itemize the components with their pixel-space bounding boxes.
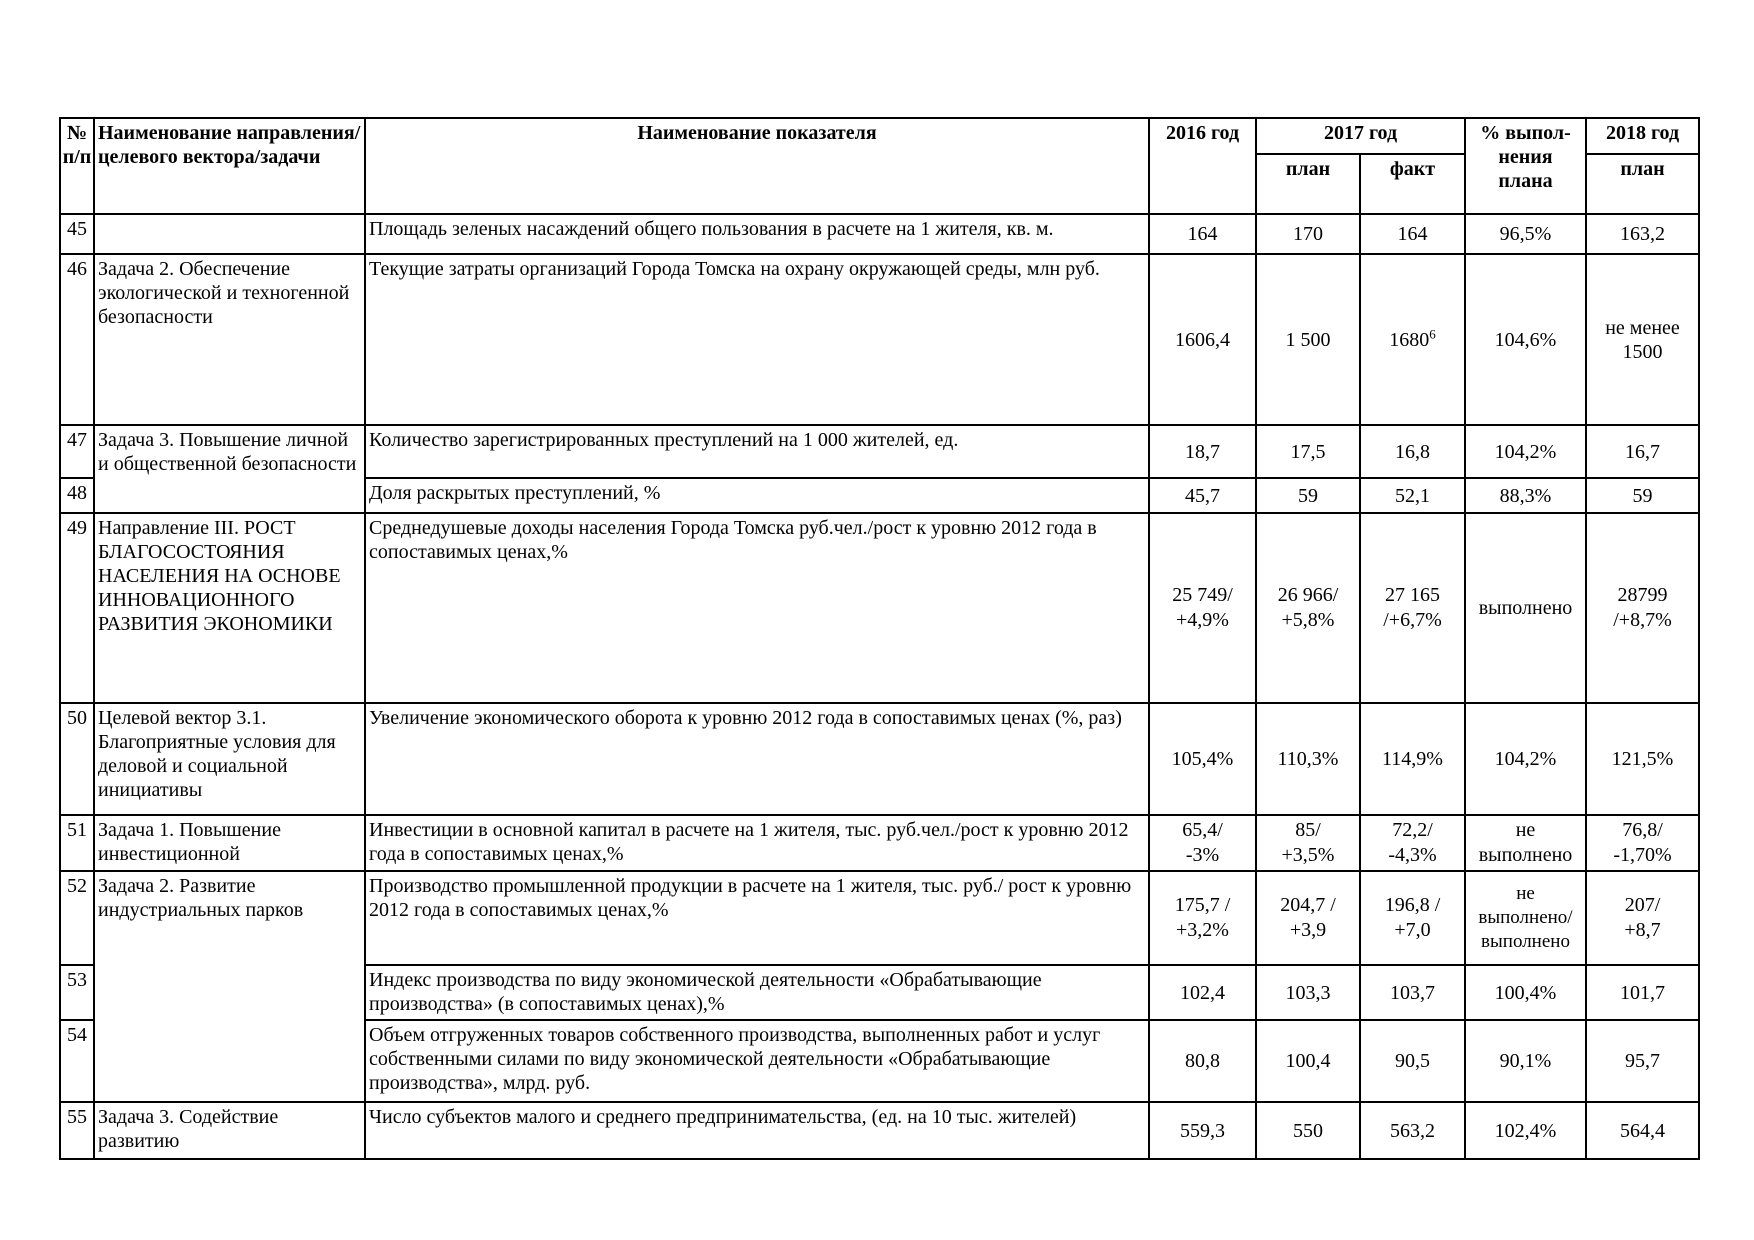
row-number: 49: [60, 513, 94, 703]
header-2016-text: 2016 год: [1165, 122, 1240, 144]
fact-2017: 114,9%: [1360, 703, 1465, 815]
header-2016: [1149, 118, 1256, 214]
table-row: [60, 1102, 1699, 1159]
task-cell: Направление III. РОСТ БЛАГОСОСТОЯНИЯ НАСЕЛЕНИЯ НА ОСНОВЕ ИННОВАЦИОННОГО РАЗВИТИЯ ЭКОНОМИКИ: [94, 513, 365, 703]
plan-2018: 121,5%: [1586, 703, 1699, 815]
footnote-mark: 6: [1429, 325, 1436, 341]
row-number: 55: [60, 1102, 94, 1159]
row-number: 54: [60, 1020, 94, 1102]
task-cell: [94, 214, 365, 254]
fact-2017: 27 165 /+6,7%: [1360, 513, 1465, 703]
header-plan2018-text: план: [1620, 158, 1665, 180]
header-plan-2017: [1256, 154, 1360, 214]
table-row: [60, 425, 1699, 478]
value-2016: 18,7: [1149, 425, 1256, 478]
header-2017: [1256, 118, 1465, 154]
header-row: [60, 118, 1699, 154]
task-cell: Задача 3. Повышение личной и общественной безопасности: [94, 425, 365, 513]
plan-2017: 17,5: [1256, 425, 1360, 478]
pct-done: не выполнено: [1465, 815, 1586, 871]
fact-2017: 103,7: [1360, 965, 1465, 1020]
table-row: [60, 214, 1699, 254]
fact-2017: 90,5: [1360, 1020, 1465, 1102]
indicator-cell: Производство промышленной продукции в расчете на 1 жителя, тыс. руб./ рост к уровню 2012 года в сопоставимых ценах,%: [365, 871, 1149, 965]
header-indicator: [365, 118, 1149, 214]
plan-2017: 110,3%: [1256, 703, 1360, 815]
value-2016: 80,8: [1149, 1020, 1256, 1102]
pct-done: не выполнено/ выполнено: [1465, 871, 1586, 965]
pct-done: 100,4%: [1465, 965, 1586, 1020]
indicator-cell: Текущие затраты организаций Города Томска на охрану окружающей среды, млн руб.: [365, 254, 1149, 425]
indicator-cell: Индекс производства по виду экономической деятельности «Обрабатывающие производства» (в сопоставимых ценах),%: [365, 965, 1149, 1020]
row-number: 45: [60, 214, 94, 254]
plan-2018: 59: [1586, 478, 1699, 513]
header-fact-2017: [1360, 154, 1465, 214]
header-num-text: № п/п: [62, 122, 92, 168]
plan-2018: 76,8/ -1,70%: [1586, 815, 1699, 871]
indicator-cell: Инвестиции в основной капитал в расчете на 1 жителя, тыс. руб.чел./рост к уровню 2012 года в сопоставимых ценах,%: [365, 815, 1149, 871]
header-plan-2018: [1586, 154, 1699, 214]
task-cell: Задача 1. Повышение инвестиционной: [94, 815, 365, 871]
table-row: [60, 815, 1699, 871]
fact-2017: 164: [1360, 214, 1465, 254]
plan-2018: не менее 1500: [1586, 254, 1699, 425]
fact-2017: [1360, 254, 1465, 425]
table-row: [60, 254, 1699, 425]
header-2017-text: 2017 год: [1323, 122, 1398, 144]
pct-done: 104,2%: [1465, 425, 1586, 478]
plan-2017: 550: [1256, 1102, 1360, 1159]
row-number: 50: [60, 703, 94, 815]
pct-done: выполнено: [1465, 513, 1586, 703]
value-2016: 164: [1149, 214, 1256, 254]
plan-2017: 85/ +3,5%: [1256, 815, 1360, 871]
row-number: 46: [60, 254, 94, 425]
pct-done: 96,5%: [1465, 214, 1586, 254]
row-number: 47: [60, 425, 94, 478]
header-num: [60, 118, 94, 214]
table-row: [60, 703, 1699, 815]
value-2016: 102,4: [1149, 965, 1256, 1020]
indicator-cell: Увеличение экономического оборота к уровню 2012 года в сопоставимых ценах (%, раз): [365, 703, 1149, 815]
value-2016: 45,7: [1149, 478, 1256, 513]
row-number: 48: [60, 478, 94, 513]
row-number: 53: [60, 965, 94, 1020]
indicator-cell: Количество зарегистрированных преступлений на 1 000 жителей, ед.: [365, 425, 1149, 478]
plan-2017: 1 500: [1256, 254, 1360, 425]
header-fact-text: факт: [1389, 158, 1436, 180]
pct-done: 104,2%: [1465, 703, 1586, 815]
fact-2017: 52,1: [1360, 478, 1465, 513]
indicator-cell: Площадь зеленых насаждений общего пользования в расчете на 1 жителя, кв. м.: [365, 214, 1149, 254]
task-cell: Задача 3. Содействие развитию: [94, 1102, 365, 1159]
indicator-cell: Число субъектов малого и среднего предпринимательства, (ед. на 10 тыс. жителей): [365, 1102, 1149, 1159]
fact-2017-value: 1680: [1389, 328, 1430, 351]
plan-2018: 564,4: [1586, 1102, 1699, 1159]
indicator-cell: Среднедушевые доходы населения Города Томска руб.чел./рост к уровню 2012 года в сопоставимых ценах,%: [365, 513, 1149, 703]
fact-2017: 196,8 / +7,0: [1360, 871, 1465, 965]
header-name-text: Наименование направления/целевого вектора/задачи: [98, 122, 361, 168]
task-cell: Целевой вектор 3.1. Благоприятные условия для деловой и социальной инициативы: [94, 703, 365, 815]
value-2016: 559,3: [1149, 1102, 1256, 1159]
header-pct: [1465, 118, 1586, 214]
plan-2017: 26 966/ +5,8%: [1256, 513, 1360, 703]
plan-2018: 95,7: [1586, 1020, 1699, 1102]
header-name: [94, 118, 365, 214]
fact-2017: 72,2/ -4,3%: [1360, 815, 1465, 871]
fact-2017: 563,2: [1360, 1102, 1465, 1159]
value-2016: 25 749/ +4,9%: [1149, 513, 1256, 703]
header-2018: [1586, 118, 1699, 154]
task-cell: Задача 2. Развитие индустриальных парков: [94, 871, 365, 1102]
plan-2018: 207/ +8,7: [1586, 871, 1699, 965]
table-row: [60, 513, 1699, 703]
row-number: 52: [60, 871, 94, 965]
header-plan-text: план: [1285, 158, 1331, 180]
plan-2018: 163,2: [1586, 214, 1699, 254]
plan-2018: 101,7: [1586, 965, 1699, 1020]
row-number: 51: [60, 815, 94, 871]
indicator-cell: Доля раскрытых преступлений, %: [365, 478, 1149, 513]
plan-2017: 204,7 / +3,9: [1256, 871, 1360, 965]
value-2016: 105,4%: [1149, 703, 1256, 815]
plan-2018: 16,7: [1586, 425, 1699, 478]
header-pct-text: % выпол-нения плана: [1480, 122, 1571, 192]
plan-2017: 100,4: [1256, 1020, 1360, 1102]
indicators-table: [59, 117, 1700, 1160]
task-cell: Задача 2. Обеспечение экологической и техногенной безопасности: [94, 254, 365, 425]
table-row: [60, 871, 1699, 965]
plan-2017: 103,3: [1256, 965, 1360, 1020]
fact-2017: 16,8: [1360, 425, 1465, 478]
pct-done: 104,6%: [1465, 254, 1586, 425]
value-2016: 1606,4: [1149, 254, 1256, 425]
indicator-cell: Объем отгруженных товаров собственного производства, выполненных работ и услуг собственными силами по виду экономической деятельности «Обрабатывающие производства», млрд. руб.: [365, 1020, 1149, 1102]
pct-done: 102,4%: [1465, 1102, 1586, 1159]
header-2018-text: 2018 год: [1605, 122, 1680, 144]
plan-2017: 170: [1256, 214, 1360, 254]
pct-done: 90,1%: [1465, 1020, 1586, 1102]
pct-done: 88,3%: [1465, 478, 1586, 513]
plan-2017: 59: [1256, 478, 1360, 513]
header-indicator-text: Наименование показателя: [637, 122, 877, 144]
plan-2018: 28799 /+8,7%: [1586, 513, 1699, 703]
value-2016: 175,7 / +3,2%: [1149, 871, 1256, 965]
value-2016: 65,4/ -3%: [1149, 815, 1256, 871]
